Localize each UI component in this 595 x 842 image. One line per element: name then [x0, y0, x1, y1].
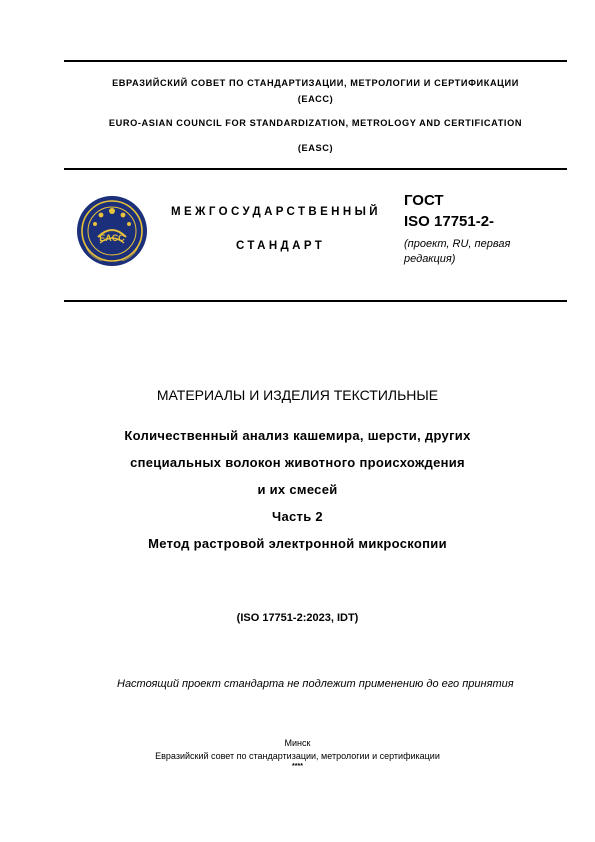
document-title: МАТЕРИАЛЫ И ИЗДЕЛИЯ ТЕКСТИЛЬНЫЕ — [156, 387, 439, 403]
designation-rule — [64, 300, 567, 302]
subtitle-line3: и их смесей — [257, 482, 338, 497]
logo-text: EACC — [99, 233, 125, 243]
iso-reference: (ISO 17751-2:2023, IDT) — [236, 612, 359, 624]
top-rule — [64, 60, 567, 62]
draft-note-line1: (проект, RU, первая — [404, 238, 511, 250]
subtitle-line1: Количественный анализ кашемира, шерсти, других — [124, 428, 471, 443]
council-ru-name: ЕВРАЗИЙСКИЙ СОВЕТ ПО СТАНДАРТИЗАЦИИ, МЕТРОЛОГИИ И СЕРТИФИКАЦИИ — [112, 78, 519, 88]
subtitle-line2: специальных волокон животного происхождения — [130, 455, 465, 470]
header-rule — [64, 168, 567, 170]
gost-label: ГОСТ — [404, 192, 444, 209]
footer-publisher: Евразийский совет по стандартизации, метрологии и сертификации — [155, 751, 440, 761]
council-en-abbr: (EASC) — [297, 143, 334, 153]
draft-note-line2: редакция) — [404, 253, 456, 265]
iso-designation: ISO 17751-2- — [404, 213, 495, 230]
footer-year: **** — [292, 763, 303, 770]
standard-type-line2: СТАНДАРТ — [236, 240, 326, 252]
method-title: Метод растровой электронной микроскопии — [148, 536, 447, 551]
council-en-name: EURO-ASIAN COUNCIL FOR STANDARDIZATION, METROLOGY AND CERTIFICATION — [108, 118, 523, 128]
draft-notice: Настоящий проект стандарта не подлежит применению до его принятия — [117, 678, 514, 690]
part-number: Часть 2 — [272, 509, 323, 524]
easc-logo — [76, 195, 148, 267]
council-ru-abbr: (ЕАСС) — [297, 94, 334, 104]
standard-type-line1: МЕЖГОСУДАРСТВЕННЫЙ — [171, 206, 381, 218]
footer-city: Минск — [284, 738, 311, 748]
